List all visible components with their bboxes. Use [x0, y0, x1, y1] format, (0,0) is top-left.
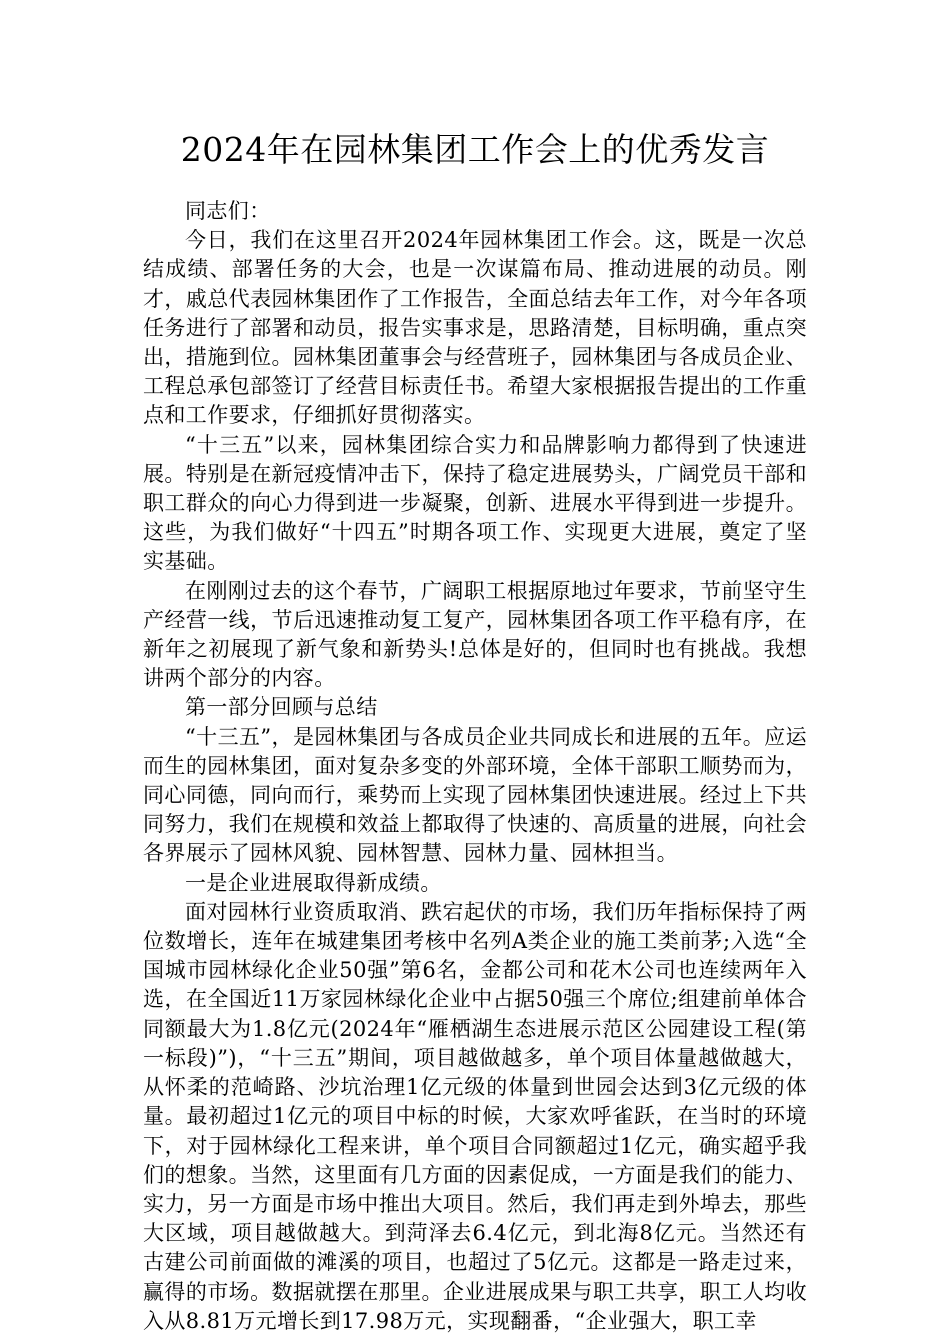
paragraph-opening: 今日，我们在这里召开2024年园林集团工作会。这，既是一次总结成绩、部署任务的大会，也是一次谋篇布局、推动进展的动员。刚才，戚总代表园林集团作了工作报告，全面总结去年工作，对今年各项任务进行了部署和动员，报告实事求是，思路清楚，目标明确，重点突出，措施到位。园林集团董事会与经营班子，园林集团与各成员企业、工程总承包部签订了经营目标责任书。希望大家根据报告提出的工作重点和工作要求，仔细抓好贯彻落实。: [143, 228, 807, 428]
paragraph-thirteenth-five-year: “十三五”以来，园林集团综合实力和品牌影响力都得到了快速进展。特别是在新冠疫情冲击下，保持了稳定进展势头，广阔党员干部和职工群众的向心力得到进一步凝聚，创新、进展水平得到进一步提升。这些，为我们做好“十四五”时期各项工作、实现更大进展，奠定了坚实基础。: [143, 432, 807, 574]
document-title: 2024年在园林集团工作会上的优秀发言: [180, 130, 770, 169]
paragraph-market-results: 面对园林行业资质取消、跌宕起伏的市场，我们历年指标保持了两位数增长，连年在城建集团考核中名列A类企业的施工类前茅;入选“全国城市园林绿化企业50强”第6名，金都公司和花木公司也连续两年入选，在全国近11万家园林绿化企业中占据50强三个席位;组建前单体合同额最大为1.8亿元(2024年“雁栖湖生态进展示范区公园建设工程(第一标段)”)，“十三五”期间，项目越做越多，单个项目体量越做越大，从怀柔的范崎路、沙坑治理1亿元级的体量到世园会达到3亿元级的体量。最初超过1亿元的项目中标的时候，大家欢呼雀跃，在当时的环境下，对于园林绿化工程来讲，单个项目合同额超过1亿元，确实超乎我们的想象。当然，这里面有几方面的因素促成，一方面是我们的能力、实力，另一方面是市场中推出大项目。然后，我们再走到外埠去，那些大区域，项目越做越大。到菏泽去6.4亿元，到北海8亿元。当然还有古建公司前面做的滩溪的项目，也超过了5亿元。这都是一路走过来，赢得的市场。数据就摆在那里。企业进展成果与职工共享，职工人均收入从8.81万元增长到17.98万元，实现翻番，“企业强大，职工幸: [143, 899, 807, 1333]
document-body: [143, 197, 807, 1336]
paragraph-five-years-growth: “十三五”，是园林集团与各成员企业共同成长和进展的五年。应运而生的园林集团，面对复杂多变的外部环境，全体干部职工顺势而为，同心同德，同向而行，乘势而上实现了园林集团快速进展。经过上下共同努力，我们在规模和效益上都取得了快速的、高质量的进展，向社会各界展示了园林风貌、园林智慧、园林力量、园林担当。: [143, 724, 807, 866]
section-heading-part-one: 第一部分回顾与总结: [185, 695, 378, 720]
paragraph-spring-festival: 在刚刚过去的这个春节，广阔职工根据原地过年要求，节前坚守生产经营一线，节后迅速推动复工复产，园林集团各项工作平稳有序，在新年之初展现了新气象和新势头!总体是好的，但同时也有挑战。我想讲两个部分的内容。: [143, 578, 807, 691]
salutation: 同志们：: [185, 199, 271, 223]
subheading-new-achievements: 一是企业进展取得新成绩。: [185, 870, 442, 895]
